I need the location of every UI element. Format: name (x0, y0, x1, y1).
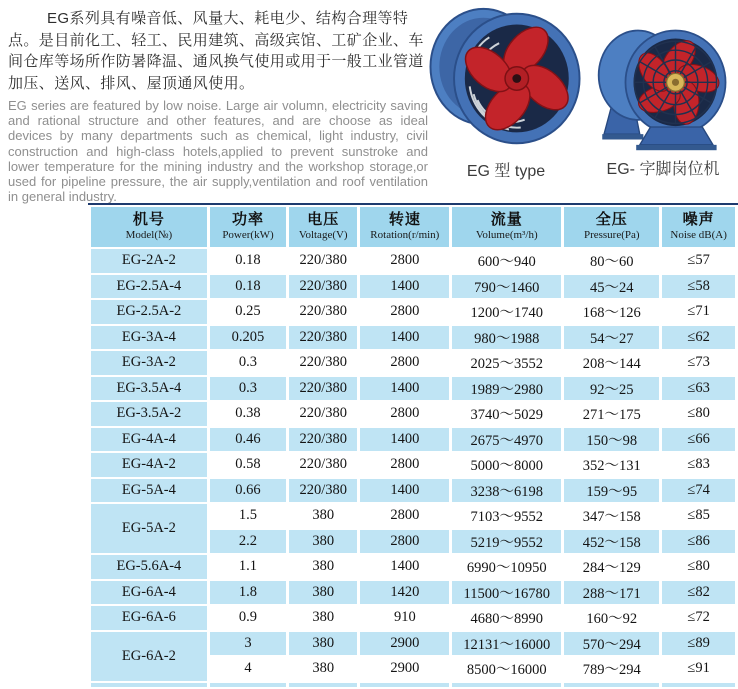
cell-power: 0.205 (210, 326, 286, 350)
cell-voltage: 220/380 (289, 377, 357, 401)
specs-table-body (91, 249, 735, 687)
cell-volume: 980～1988 (452, 326, 561, 350)
cell-model: EG-5A-2 (91, 504, 207, 553)
cell-voltage: 220/380 (289, 453, 357, 477)
table-row (91, 402, 735, 426)
cell-noise: ≤58 (662, 275, 735, 299)
cell-power: 0.58 (210, 453, 286, 477)
cell-volume: 1200～1740 (452, 300, 561, 324)
cell-partial (210, 683, 286, 687)
cell-noise: ≤82 (662, 581, 735, 605)
table-row (91, 326, 735, 350)
cell-voltage: 380 (289, 632, 357, 656)
cell-rotation: 1400 (360, 275, 449, 299)
cell-rotation: 2800 (360, 453, 449, 477)
cell-pressure: 789～294 (564, 657, 659, 681)
cell-model: EG-2.5A-4 (91, 275, 207, 299)
cell-model: EG-6A-2 (91, 632, 207, 681)
cell-partial (564, 683, 659, 687)
cell-noise: ≤89 (662, 632, 735, 656)
cell-power: 1.5 (210, 504, 286, 528)
cell-pressure: 92～25 (564, 377, 659, 401)
cell-model: EG-6A-6 (91, 606, 207, 630)
cell-volume: 600～940 (452, 249, 561, 273)
cell-noise: ≤73 (662, 351, 735, 375)
cell-noise: ≤91 (662, 657, 735, 681)
table-row (91, 377, 735, 401)
cell-model: EG-3.5A-4 (91, 377, 207, 401)
cell-pressure: 54～27 (564, 326, 659, 350)
table-row (91, 581, 735, 605)
cell-model: EG-5A-4 (91, 479, 207, 503)
table-row (91, 300, 735, 324)
table-row (91, 555, 735, 579)
cell-voltage: 380 (289, 504, 357, 528)
cell-volume: 4680～8990 (452, 606, 561, 630)
cell-partial (452, 683, 561, 687)
cell-partial (91, 683, 207, 687)
cell-volume: 790～1460 (452, 275, 561, 299)
partial-cut-row (91, 683, 735, 687)
cell-volume: 3740～5029 (452, 402, 561, 426)
intro-paragraph-english: EG series are featured by low noise. Large air volumn, electricity saving and rational structure and other features, and are choose as ideal devices by many departments such as chemical, light industry, civil construction and high-class hotels,applied to prevent sunstroke and lower temperature for the mining industry and the workshop storage,or used for pipeline pressure, the air supply,ventilation and roof ventilation in general industry. (8, 98, 428, 205)
cell-noise: ≤83 (662, 453, 735, 477)
cell-rotation: 1400 (360, 479, 449, 503)
cell-noise: ≤66 (662, 428, 735, 452)
cell-rotation: 2800 (360, 530, 449, 554)
cell-power: 0.18 (210, 249, 286, 273)
cell-model: EG-4A-4 (91, 428, 207, 452)
table-row (91, 351, 735, 375)
table-row (91, 453, 735, 477)
cell-volume: 12131～16000 (452, 632, 561, 656)
table-row (91, 479, 735, 503)
table-row (91, 606, 735, 630)
specs-table-head (91, 207, 735, 247)
cell-noise: ≤80 (662, 402, 735, 426)
column-header-rotation: 转速 Rotation(r/min) (360, 207, 449, 247)
product-figure-eg-type (424, 2, 588, 181)
cell-rotation: 2800 (360, 300, 449, 324)
cell-rotation: 2800 (360, 504, 449, 528)
cell-noise: ≤71 (662, 300, 735, 324)
cell-pressure: 452～158 (564, 530, 659, 554)
cell-pressure: 80～60 (564, 249, 659, 273)
cell-power: 0.25 (210, 300, 286, 324)
cell-pressure: 271～175 (564, 402, 659, 426)
column-header-model: 机号 Model(№) (91, 207, 207, 247)
fan-caption-eg-type: EG 型 type (466, 163, 546, 180)
axial-fan-with-stand-image (590, 18, 736, 152)
cell-model: EG-4A-2 (91, 453, 207, 477)
cell-pressure: 160～92 (564, 606, 659, 630)
cell-pressure: 168～126 (564, 300, 659, 324)
cell-volume: 3238～6198 (452, 479, 561, 503)
cell-power: 4 (210, 657, 286, 681)
axial-duct-fan-image (427, 2, 585, 154)
cell-volume: 11500～16780 (452, 581, 561, 605)
intro-block (8, 8, 428, 204)
cell-noise: ≤74 (662, 479, 735, 503)
cell-voltage: 380 (289, 657, 357, 681)
cell-rotation: 1420 (360, 581, 449, 605)
column-header-voltage: 电压 Voltage(V) (289, 207, 357, 247)
cell-voltage: 220/380 (289, 326, 357, 350)
product-figure-eg-stand (588, 18, 738, 181)
spec-table-wrap (88, 203, 738, 689)
table-row (91, 632, 735, 656)
cell-rotation: 1400 (360, 428, 449, 452)
cell-noise: ≤57 (662, 249, 735, 273)
cell-power: 0.46 (210, 428, 286, 452)
cell-rotation: 2900 (360, 657, 449, 681)
cell-rotation: 2800 (360, 351, 449, 375)
cell-volume: 6990～10950 (452, 555, 561, 579)
cell-model: EG-3A-2 (91, 351, 207, 375)
cell-model: EG-6A-4 (91, 581, 207, 605)
cell-power: 1.1 (210, 555, 286, 579)
cell-power: 0.18 (210, 275, 286, 299)
cell-voltage: 220/380 (289, 249, 357, 273)
cell-rotation: 2800 (360, 249, 449, 273)
cell-voltage: 220/380 (289, 479, 357, 503)
cell-noise: ≤85 (662, 504, 735, 528)
cell-power: 0.9 (210, 606, 286, 630)
cell-volume: 5000～8000 (452, 453, 561, 477)
cell-volume: 8500～16000 (452, 657, 561, 681)
table-row (91, 249, 735, 273)
cell-voltage: 220/380 (289, 402, 357, 426)
cell-noise: ≤86 (662, 530, 735, 554)
intro-paragraph-chinese: EG系列具有噪音低、风量大、耗电少、结构合理等特点。是目前化工、轻工、民用建筑、高级宾馆、工矿企业、车间仓库等场所作防暑降温、通风换气使用或用于一般工业管道加压、送风、排风、屋顶通风使用。 (8, 10, 424, 92)
cell-pressure: 45～24 (564, 275, 659, 299)
cell-partial (289, 683, 357, 687)
cell-partial (360, 683, 449, 687)
cell-voltage: 220/380 (289, 275, 357, 299)
cell-voltage: 380 (289, 606, 357, 630)
cell-noise: ≤72 (662, 606, 735, 630)
cell-noise: ≤80 (662, 555, 735, 579)
cell-model: EG-3.5A-2 (91, 402, 207, 426)
cell-model: EG-3A-4 (91, 326, 207, 350)
cell-noise: ≤62 (662, 326, 735, 350)
cell-power: 0.3 (210, 351, 286, 375)
cell-voltage: 220/380 (289, 428, 357, 452)
cell-power: 0.3 (210, 377, 286, 401)
cell-pressure: 288～171 (564, 581, 659, 605)
cell-voltage: 220/380 (289, 300, 357, 324)
cell-pressure: 284～129 (564, 555, 659, 579)
cell-volume: 2675～4970 (452, 428, 561, 452)
column-header-noise: 噪声 Noise dB(A) (662, 207, 735, 247)
cell-partial (662, 683, 735, 687)
column-header-volume: 流量 Volume(m³/h) (452, 207, 561, 247)
cell-rotation: 2800 (360, 402, 449, 426)
cell-voltage: 380 (289, 530, 357, 554)
cell-power: 1.8 (210, 581, 286, 605)
column-header-pressure: 全压 Pressure(Pa) (564, 207, 659, 247)
cell-rotation: 1400 (360, 555, 449, 579)
cell-pressure: 150～98 (564, 428, 659, 452)
cell-pressure: 352～131 (564, 453, 659, 477)
cell-rotation: 1400 (360, 326, 449, 350)
cell-power: 0.66 (210, 479, 286, 503)
cell-volume: 5219～9552 (452, 530, 561, 554)
cell-rotation: 2900 (360, 632, 449, 656)
table-row (91, 275, 735, 299)
cell-volume: 2025～3552 (452, 351, 561, 375)
column-header-power: 功率 Power(kW) (210, 207, 286, 247)
cell-volume: 7103～9552 (452, 504, 561, 528)
cell-pressure: 570～294 (564, 632, 659, 656)
cell-model: EG-2A-2 (91, 249, 207, 273)
cell-voltage: 220/380 (289, 351, 357, 375)
cell-volume: 1989～2980 (452, 377, 561, 401)
cell-model: EG-5.6A-4 (91, 555, 207, 579)
table-row (91, 428, 735, 452)
specs-table (88, 205, 738, 689)
cell-rotation: 910 (360, 606, 449, 630)
cell-voltage: 380 (289, 581, 357, 605)
product-images (424, 2, 738, 181)
cell-voltage: 380 (289, 555, 357, 579)
cell-pressure: 208～144 (564, 351, 659, 375)
cell-noise: ≤63 (662, 377, 735, 401)
fan-caption-eg-stand: EG- 字脚岗位机 (606, 161, 720, 178)
cell-rotation: 1400 (360, 377, 449, 401)
cell-pressure: 347～158 (564, 504, 659, 528)
cell-power: 0.38 (210, 402, 286, 426)
cell-power: 2.2 (210, 530, 286, 554)
cell-model: EG-2.5A-2 (91, 300, 207, 324)
cell-power: 3 (210, 632, 286, 656)
cell-pressure: 159～95 (564, 479, 659, 503)
table-row (91, 504, 735, 528)
